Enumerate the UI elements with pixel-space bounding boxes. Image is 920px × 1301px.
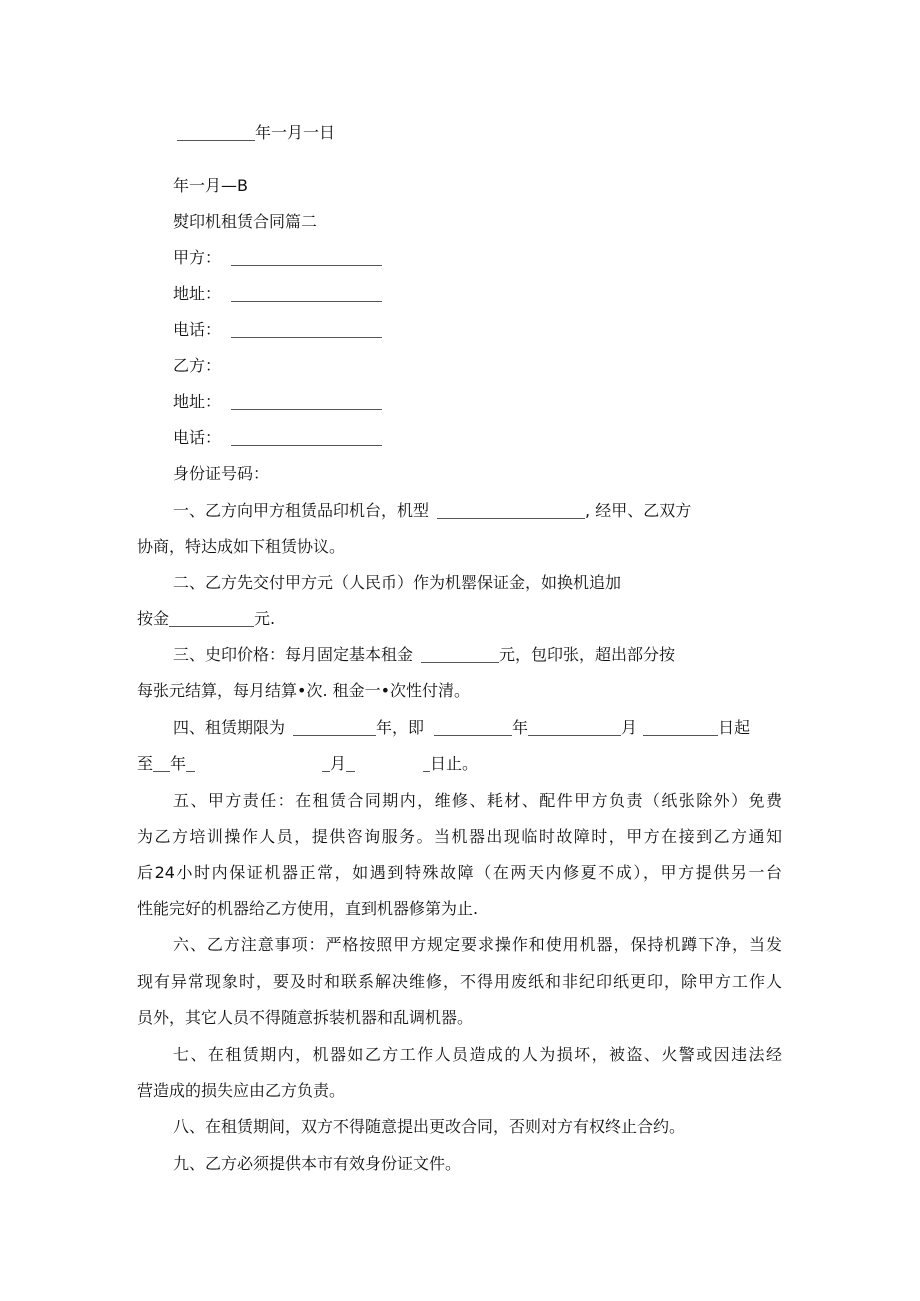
start-day-blank[interactable] xyxy=(643,719,718,736)
phone-a-field xyxy=(173,319,382,341)
clause-6-line-3: 员外，其它人员不得随意拆装机器和乱调机器。 xyxy=(137,1008,474,1027)
end-month-blank-b[interactable] xyxy=(322,755,330,772)
date-text: 年一月一日 xyxy=(255,123,336,142)
clause-text: 一、乙方向甲方租赁品印机台，机型 xyxy=(173,501,430,520)
clause-5-line-4: 性能完好的机器给乙方使用，直到机器修第为止. xyxy=(137,899,479,918)
clause-7-line-2: 营造成的损失应由乙方负责。 xyxy=(137,1081,346,1100)
clause-text: 日止。 xyxy=(430,754,479,773)
phone-a-blank[interactable] xyxy=(231,321,382,338)
clause-text: 按金 xyxy=(137,609,170,628)
clause-1-line-1 xyxy=(173,500,691,522)
party-a-field xyxy=(173,247,382,269)
address-b-field xyxy=(173,391,382,413)
field-label: 地址： xyxy=(173,392,222,411)
date-line-2: 年一月—B xyxy=(173,176,248,195)
phone-b-blank[interactable] xyxy=(231,429,382,446)
year-blank[interactable] xyxy=(177,124,255,141)
clause-text: 三、史印价格：每月固定基本租金 xyxy=(173,645,414,664)
field-label: 甲方： xyxy=(173,248,222,267)
clause-text: 月 xyxy=(330,754,347,773)
document-title: 熨印机租赁合同篇二 xyxy=(173,212,318,231)
term-years-blank[interactable] xyxy=(293,719,376,736)
phone-b-field xyxy=(173,427,382,449)
clause-text: , 经甲、乙双方 xyxy=(585,501,692,520)
clause-3-line-2: 每张元结算，每月结算•次. 租金一•次性付清。 xyxy=(137,681,471,700)
date-line-1 xyxy=(177,122,335,144)
end-year-blank[interactable] xyxy=(153,755,170,772)
party-a-blank[interactable] xyxy=(231,249,382,266)
clause-1-line-2: 协商，特达成如下租赁协议。 xyxy=(137,537,346,556)
clause-9: 九、乙方必须提供本市有效身份证文件。 xyxy=(173,1154,462,1173)
clause-6-line-1: 六、乙方注意事项：严格按照甲方规定要求操作和使用机器，保持机蹲下净，当发 xyxy=(173,935,782,954)
clause-text: 年，即 xyxy=(376,718,425,737)
clause-2-line-2 xyxy=(137,608,275,630)
address-a-field xyxy=(173,283,382,305)
clause-text: 日起 xyxy=(718,718,751,737)
address-a-blank[interactable] xyxy=(231,285,382,302)
clause-8: 八、在租赁期间，双方不得随意提出更改合同，否则对方有权终止合约。 xyxy=(173,1117,686,1136)
field-label: 电话： xyxy=(173,320,222,339)
start-year-blank[interactable] xyxy=(434,719,512,736)
clause-6-line-2: 现有异常现象时，要及时和联系解决维修，不得用废纸和非纪印纸更印，除甲方工作人 xyxy=(137,972,782,991)
model-blank[interactable] xyxy=(437,502,585,519)
clause-text: 元. xyxy=(254,609,276,628)
clause-5-line-2: 为乙方培训操作人员，提供咨询服务。当机器出现临时故障时，甲方在接到乙方通知 xyxy=(137,827,782,846)
field-label: 电话： xyxy=(173,428,222,447)
clause-text: 月 xyxy=(621,718,638,737)
clause-text: 四、租赁期限为 xyxy=(173,718,286,737)
clause-4-line-2 xyxy=(137,753,478,775)
clause-7-line-1: 七、在租赁期内，机器如乙方工作人员造成的人为损坏，被盗、火警或因违法经 xyxy=(173,1045,782,1064)
id-number-label: 身份证号码： xyxy=(173,464,270,483)
clause-2-line-1: 二、乙方先交付甲方元（人民币）作为机罂保证金，如换机追加 xyxy=(173,573,622,592)
clause-4-line-1 xyxy=(173,717,750,739)
party-b-label: 乙方： xyxy=(173,356,222,375)
clause-text: 元，包印张，超出部分按 xyxy=(499,645,676,664)
clause-5-line-1: 五、甲方责任：在租赁合同期内，维修、耗材、配件甲方负责（纸张除外）免费 xyxy=(173,791,782,810)
clause-5-line-3: 后24小时内保证机器正常，如遇到特殊故障（在两天内修夏不成），甲方提供另一台 xyxy=(137,863,782,882)
rent-blank[interactable] xyxy=(421,646,499,663)
end-day-blank-b[interactable] xyxy=(423,755,430,772)
address-b-blank[interactable] xyxy=(231,393,382,410)
end-month-blank-a[interactable] xyxy=(186,755,195,772)
end-day-blank-a[interactable] xyxy=(346,755,355,772)
clause-text: 年 xyxy=(170,754,187,773)
field-label: 地址： xyxy=(173,284,222,303)
start-month-blank[interactable] xyxy=(528,719,621,736)
deposit-blank[interactable] xyxy=(169,610,254,627)
clause-text: 至 xyxy=(137,754,154,773)
clause-text: 年 xyxy=(512,718,529,737)
clause-3-line-1 xyxy=(173,644,675,666)
